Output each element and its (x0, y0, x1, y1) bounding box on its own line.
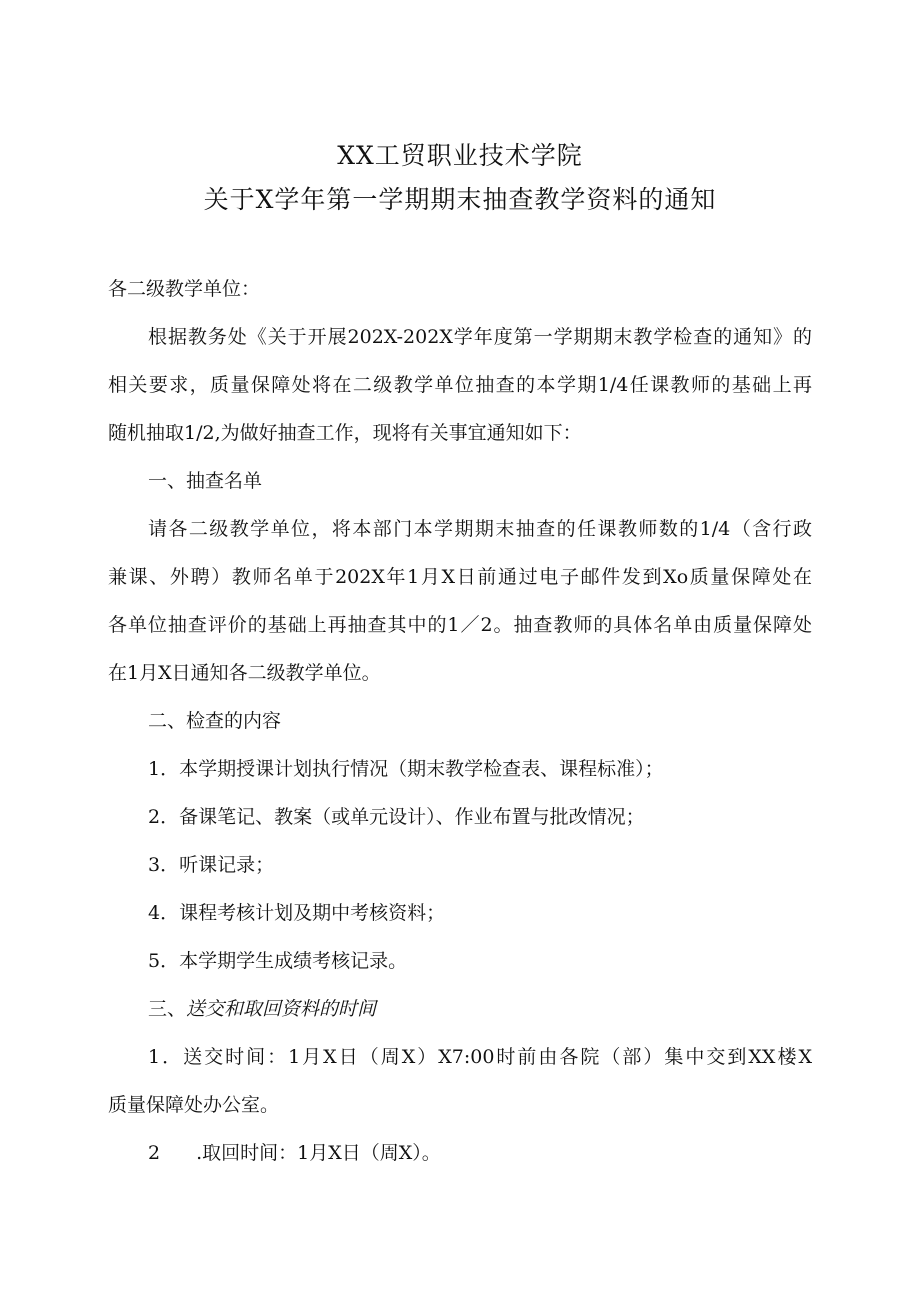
section1-heading: 一、抽查名单 (148, 470, 263, 492)
section2-heading: 二、检查的内容 (148, 710, 282, 732)
intro-line-1: 根据教务处《关于开展202X-202X学年度第一学期期末教学检查的通知》的 (148, 326, 812, 348)
document-title-notice: 关于X学年第一学期期末抽查教学资料的通知 (203, 185, 717, 214)
section3-item2-text: .取回时间：1月X日（周X）。 (196, 1142, 441, 1164)
section1-line-4: 在1月X日通知各二级教学单位。 (108, 662, 381, 684)
section2-item: 4．课程考核计划及期中考核资料； (148, 902, 446, 924)
section3-heading (148, 996, 376, 1022)
section1-line-1: 请各二级教学单位，将本部门本学期期末抽查的任课教师数的1/4（含行政 (148, 518, 812, 540)
salutation: 各二级教学单位： (108, 278, 261, 300)
document-title-school: XX工贸职业技术学院 (337, 141, 583, 170)
section2-item: 1．本学期授课计划执行情况（期末教学检查表、课程标准）； (148, 758, 664, 780)
intro-line-3: 随机抽取1/2,为做好抽查工作，现将有关事宜通知如下： (108, 422, 582, 444)
section2-item: 5．本学期学生成绩考核记录。 (148, 950, 408, 972)
section3-item2 (148, 1140, 441, 1166)
section3-heading-prefix: 三、 (148, 998, 187, 1020)
section3-item1-line-2: 质量保障处办公室。 (108, 1094, 280, 1116)
section1-line-3: 各单位抽查评价的基础上再抽查其中的1／2。抽查教师的具体名单由质量保障处 (108, 614, 812, 636)
section1-line-2: 兼课、外聘）教师名单于202X年1月X日前通过电子邮件发到Xo质量保障处在 (108, 566, 812, 588)
section3-item2-number: 2 (148, 1142, 161, 1164)
section3-item1-line-1: 1．送交时间：1月X日（周X）X7:00时前由各院（部）集中交到XX楼X (148, 1046, 812, 1068)
section3-heading-text: 送交和取回资料的时间 (186, 998, 377, 1020)
section2-item: 2．备课笔记、教案（或单元设计）、作业布置与批改情况； (148, 806, 645, 828)
section2-item: 3．听课记录； (148, 854, 275, 876)
intro-line-2: 相关要求，质量保障处将在二级教学单位抽查的本学期1/4任课教师的基础上再 (108, 374, 812, 396)
